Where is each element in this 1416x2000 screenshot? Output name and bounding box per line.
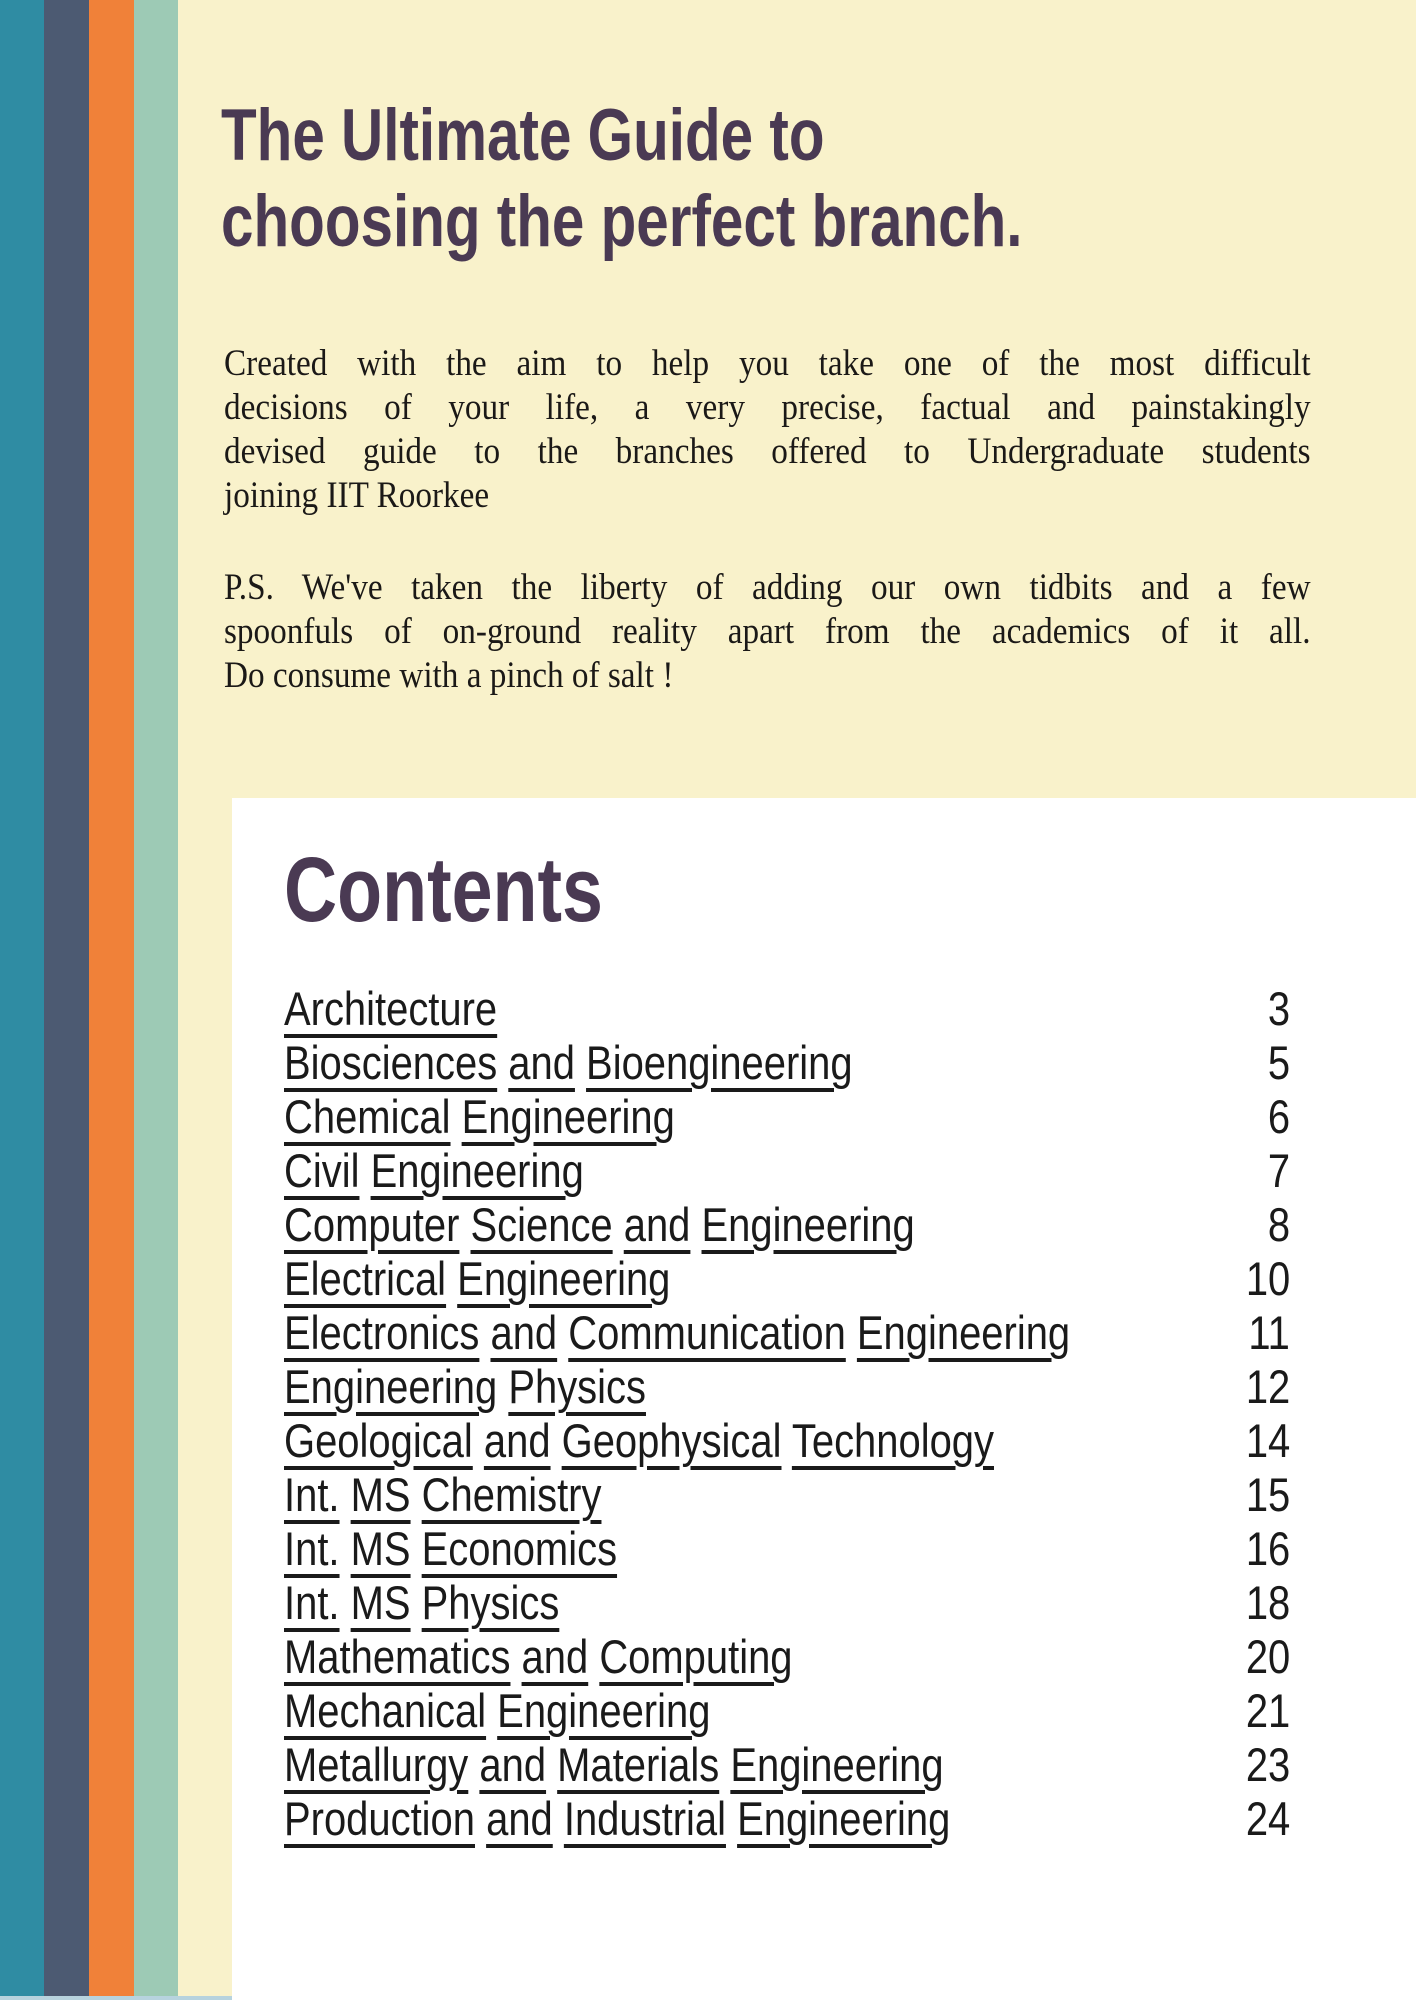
stripe-sage xyxy=(134,0,178,2000)
toc-page-number: 5 xyxy=(1267,1036,1290,1089)
toc-page-number: 23 xyxy=(1245,1738,1290,1791)
toc-row xyxy=(284,1792,1290,1846)
toc-link-civil-engineering[interactable]: Civil Engineering xyxy=(284,1144,584,1197)
toc-row xyxy=(284,982,1290,1036)
toc-page-number: 21 xyxy=(1245,1684,1290,1737)
toc-row xyxy=(284,1414,1290,1468)
toc-link-computer-science-and-engineering[interactable]: Computer Science and Engineering xyxy=(284,1198,915,1251)
toc-page-number: 12 xyxy=(1245,1360,1290,1413)
toc-row xyxy=(284,1252,1290,1306)
toc-page-number: 6 xyxy=(1267,1090,1290,1143)
toc-page-number: 14 xyxy=(1245,1414,1290,1467)
toc-page-number: 20 xyxy=(1245,1630,1290,1683)
table-of-contents xyxy=(284,982,1290,1846)
stripe-teal xyxy=(0,0,44,2000)
toc-link-int-ms-economics[interactable]: Int. MS Economics xyxy=(284,1522,618,1575)
toc-link-electrical-engineering[interactable]: Electrical Engineering xyxy=(284,1252,671,1305)
toc-page-number: 24 xyxy=(1245,1792,1290,1845)
toc-link-mathematics-and-computing[interactable]: Mathematics and Computing xyxy=(284,1630,793,1683)
intro-paragraph xyxy=(224,342,1311,518)
toc-link-engineering-physics[interactable]: Engineering Physics xyxy=(284,1360,646,1413)
toc-row xyxy=(284,1198,1290,1252)
toc-link-mechanical-engineering[interactable]: Mechanical Engineering xyxy=(284,1684,711,1737)
intro-line: Created with the aim to help you take one of the most difficult xyxy=(224,343,1311,384)
toc-row xyxy=(284,1630,1290,1684)
toc-row xyxy=(284,1360,1290,1414)
toc-page-number: 10 xyxy=(1245,1252,1290,1305)
stripe-footer-accent xyxy=(0,1996,232,2000)
toc-page-number: 8 xyxy=(1267,1198,1290,1251)
toc-page-number: 7 xyxy=(1267,1144,1290,1197)
ps-line: spoonfuls of on-ground reality apart from the academics of it all. xyxy=(224,611,1311,652)
toc-row xyxy=(284,1468,1290,1522)
stripe-orange xyxy=(89,0,134,2000)
toc-row xyxy=(284,1036,1290,1090)
toc-link-production-and-industrial-engineering[interactable]: Production and Industrial Engineering xyxy=(284,1792,951,1845)
toc-link-int-ms-physics[interactable]: Int. MS Physics xyxy=(284,1576,560,1629)
ps-paragraph xyxy=(224,566,1311,698)
toc-row xyxy=(284,1306,1290,1360)
toc-row xyxy=(284,1090,1290,1144)
toc-row xyxy=(284,1684,1290,1738)
document-title-line1: The Ultimate Guide to xyxy=(221,95,825,176)
toc-link-chemical-engineering[interactable]: Chemical Engineering xyxy=(284,1090,675,1143)
intro-line: joining IIT Roorkee xyxy=(224,475,490,516)
toc-page-number: 15 xyxy=(1245,1468,1290,1521)
toc-link-architecture[interactable]: Architecture xyxy=(284,982,498,1035)
document-title-line2: choosing the perfect branch. xyxy=(221,181,1023,262)
intro-line: decisions of your life, a very precise, factual and painstakingly xyxy=(224,387,1311,428)
toc-page-number: 16 xyxy=(1245,1522,1290,1575)
toc-row xyxy=(284,1144,1290,1198)
toc-link-biosciences-and-bioengineering[interactable]: Biosciences and Bioengineering xyxy=(284,1036,853,1089)
toc-row xyxy=(284,1522,1290,1576)
intro-line: devised guide to the branches offered to Undergraduate students xyxy=(224,431,1311,472)
toc-link-metallurgy-and-materials-engineering[interactable]: Metallurgy and Materials Engineering xyxy=(284,1738,944,1791)
stripe-slate xyxy=(44,0,89,2000)
toc-row xyxy=(284,1738,1290,1792)
ps-line: P.S. We've taken the liberty of adding our own tidbits and a few xyxy=(224,567,1311,608)
toc-link-geological-and-geophysical-technology[interactable]: Geological and Geophysical Technology xyxy=(284,1414,994,1467)
contents-heading: Contents xyxy=(284,839,603,941)
toc-link-int-ms-chemistry[interactable]: Int. MS Chemistry xyxy=(284,1468,602,1521)
ps-line: Do consume with a pinch of salt ! xyxy=(224,655,674,696)
toc-row xyxy=(284,1576,1290,1630)
toc-page-number: 3 xyxy=(1267,982,1290,1035)
toc-link-electronics-and-communication-engineering[interactable]: Electronics and Communication Engineering xyxy=(284,1306,1071,1359)
document-title xyxy=(221,93,1023,265)
toc-page-number: 11 xyxy=(1248,1306,1290,1359)
toc-page-number: 18 xyxy=(1245,1576,1290,1629)
